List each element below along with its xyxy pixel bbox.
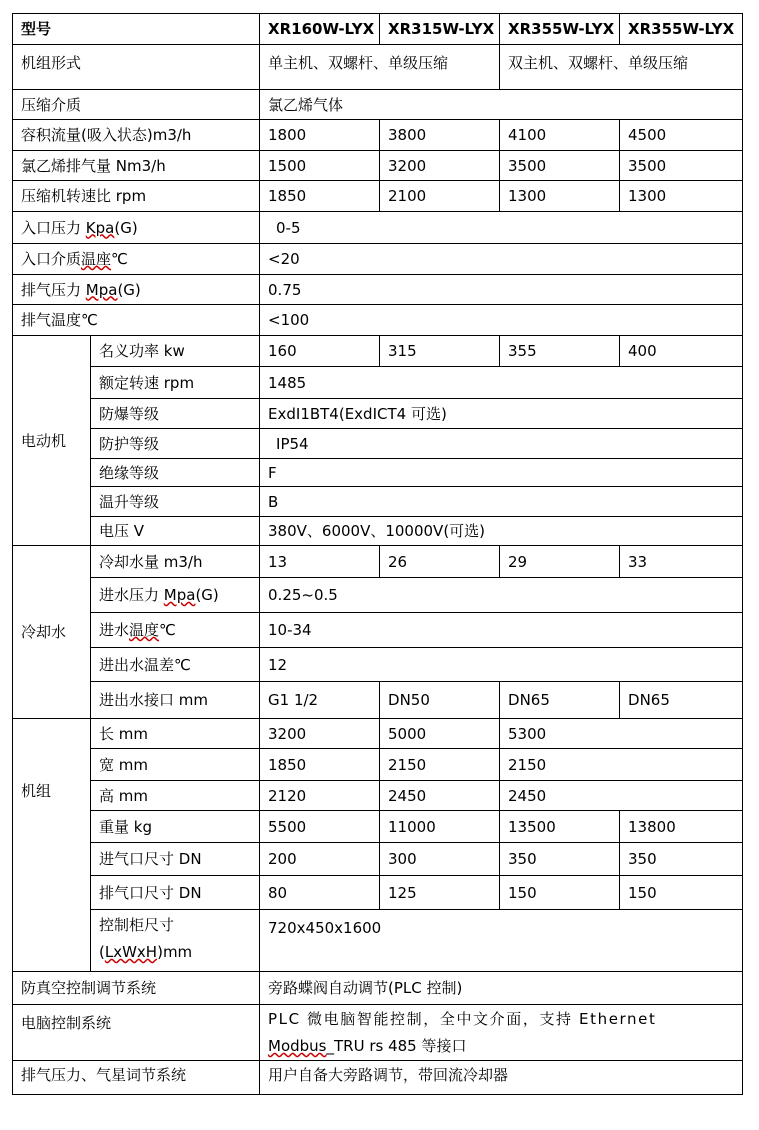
- row-label: 压缩机转速比 rpm: [13, 181, 260, 212]
- table-row: [13, 305, 743, 336]
- table-row: [13, 459, 743, 487]
- cell: 29: [500, 546, 620, 578]
- cell: G1 1/2: [260, 682, 380, 719]
- cell: 氯乙烯气体: [260, 90, 743, 120]
- row-label: 排气口尺寸 DN: [91, 876, 260, 910]
- row-label: 电压 V: [91, 517, 260, 546]
- cell: 2150: [380, 749, 500, 781]
- row-label: 入口压力 Kpa(G): [13, 212, 260, 244]
- cell: DN50: [380, 682, 500, 719]
- cell: 0.75: [260, 275, 743, 305]
- table-row: [13, 120, 743, 151]
- row-label: 排气温度℃: [13, 305, 260, 336]
- row-label: 进水压力 Mpa(G): [91, 578, 260, 613]
- cell: <100: [260, 305, 743, 336]
- cell: 720x450x1600: [260, 910, 743, 972]
- spec-table: [12, 13, 743, 1095]
- cell: 旁路蝶阀自动调节(PLC 控制): [260, 972, 743, 1005]
- row-label: 机组形式: [13, 45, 260, 90]
- cell: IP54: [260, 429, 743, 459]
- row-label: 宽 mm: [91, 749, 260, 781]
- cell: 12: [260, 648, 743, 682]
- row-label: 排气压力、气星词节系统: [13, 1061, 260, 1095]
- row-label: 温升等级: [91, 487, 260, 517]
- cell: 13500: [500, 811, 620, 843]
- cell: 355: [500, 336, 620, 367]
- row-label: 防护等级: [91, 429, 260, 459]
- model-col-3: XR355W-LYX: [500, 14, 620, 45]
- table-row: [13, 336, 743, 367]
- group-label-motor: 电动机: [13, 336, 91, 546]
- cell: 350: [500, 843, 620, 876]
- cell: 5000: [380, 719, 500, 749]
- cell: DN65: [620, 682, 743, 719]
- group-label-unit: 机组: [13, 719, 91, 972]
- cell: F: [260, 459, 743, 487]
- table-row: [13, 876, 743, 910]
- cell: 350: [620, 843, 743, 876]
- cell: 315: [380, 336, 500, 367]
- table-row: [13, 578, 743, 613]
- table-row: [13, 181, 743, 212]
- table-row: [13, 275, 743, 305]
- row-label: 进气口尺寸 DN: [91, 843, 260, 876]
- cell: 150: [620, 876, 743, 910]
- cell: 用户自备大旁路调节，带回流冷却器: [260, 1061, 743, 1095]
- row-label: 冷却水量 m3/h: [91, 546, 260, 578]
- row-label: 排气压力 Mpa(G): [13, 275, 260, 305]
- table-row: [13, 1061, 743, 1095]
- row-label: 绝缘等级: [91, 459, 260, 487]
- cell: 3800: [380, 120, 500, 151]
- table-row: [13, 719, 743, 749]
- cell: 1485: [260, 367, 743, 399]
- table-row: [13, 151, 743, 181]
- table-row: [13, 811, 743, 843]
- cell: 1500: [260, 151, 380, 181]
- cell: DN65: [500, 682, 620, 719]
- row-label: 防爆等级: [91, 399, 260, 429]
- table-row: [13, 1005, 743, 1061]
- cell: 200: [260, 843, 380, 876]
- cell: B: [260, 487, 743, 517]
- row-label: 压缩介质: [13, 90, 260, 120]
- row-label: 入口介质温座℃: [13, 244, 260, 275]
- model-col-2: XR315W-LYX: [380, 14, 500, 45]
- cell: 1300: [500, 181, 620, 212]
- cell: 0-5: [260, 212, 743, 244]
- table-row: [13, 399, 743, 429]
- cell: 3500: [620, 151, 743, 181]
- table-row: [13, 648, 743, 682]
- cell: 0.25~0.5: [260, 578, 743, 613]
- row-label: 进出水接口 mm: [91, 682, 260, 719]
- header-row: [13, 14, 743, 45]
- cell: 2100: [380, 181, 500, 212]
- table-row: [13, 613, 743, 648]
- table-row: [13, 682, 743, 719]
- row-label: 氯乙烯排气量 Nm3/h: [13, 151, 260, 181]
- row-label: 电脑控制系统: [13, 1005, 260, 1061]
- model-col-4: XR355W-LYX: [620, 14, 743, 45]
- cell: 4100: [500, 120, 620, 151]
- row-label: 额定转速 rpm: [91, 367, 260, 399]
- cell: 80: [260, 876, 380, 910]
- cell: 2150: [500, 749, 743, 781]
- cell: 26: [380, 546, 500, 578]
- cell: 1850: [260, 181, 380, 212]
- row-label: 防真空控制调节系统: [13, 972, 260, 1005]
- row-label: 名义功率 kw: [91, 336, 260, 367]
- cell: 33: [620, 546, 743, 578]
- table-row: [13, 244, 743, 275]
- cell: 400: [620, 336, 743, 367]
- cell: 4500: [620, 120, 743, 151]
- cell: 300: [380, 843, 500, 876]
- model-header: 型号: [13, 14, 260, 45]
- table-row: [13, 90, 743, 120]
- cell: 13800: [620, 811, 743, 843]
- cell: 125: [380, 876, 500, 910]
- table-row: [13, 212, 743, 244]
- cell: 11000: [380, 811, 500, 843]
- row-label: 长 mm: [91, 719, 260, 749]
- table-row: [13, 487, 743, 517]
- cell: 2450: [500, 781, 743, 811]
- cell: <20: [260, 244, 743, 275]
- cell: 1800: [260, 120, 380, 151]
- table-row: [13, 45, 743, 90]
- table-row: [13, 910, 743, 972]
- row-label: 容积流量(吸入状态)m3/h: [13, 120, 260, 151]
- table-row: [13, 546, 743, 578]
- cell: ExdI1BT4(ExdICT4 可选): [260, 399, 743, 429]
- cell: 160: [260, 336, 380, 367]
- cell: 5300: [500, 719, 743, 749]
- cell: 2450: [380, 781, 500, 811]
- table-row: [13, 749, 743, 781]
- cell: 150: [500, 876, 620, 910]
- cell: 10-34: [260, 613, 743, 648]
- row-label: 重量 kg: [91, 811, 260, 843]
- cell: 3500: [500, 151, 620, 181]
- row-label: 控制柜尺寸 (LxWxH)mm: [91, 910, 260, 972]
- cell: 1850: [260, 749, 380, 781]
- table-row: [13, 429, 743, 459]
- cell: 3200: [260, 719, 380, 749]
- cell: 双主机、双螺杆、单级压缩: [500, 45, 743, 90]
- cell: 3200: [380, 151, 500, 181]
- group-label-cooling: 冷却水: [13, 546, 91, 719]
- row-label: 高 mm: [91, 781, 260, 811]
- cell: 380V、6000V、10000V(可选): [260, 517, 743, 546]
- table-row: [13, 367, 743, 399]
- cell: 1300: [620, 181, 743, 212]
- cell: 13: [260, 546, 380, 578]
- cell: 单主机、双螺杆、单级压缩: [260, 45, 500, 90]
- table-row: [13, 781, 743, 811]
- model-col-1: XR160W-LYX: [260, 14, 380, 45]
- table-row: [13, 843, 743, 876]
- table-row: [13, 972, 743, 1005]
- cell: 5500: [260, 811, 380, 843]
- cell: PLC 微电脑智能控制，全中文介面，支持 Ethernet Modbus_TRU rs 485 等接口: [260, 1005, 743, 1061]
- row-label: 进出水温差℃: [91, 648, 260, 682]
- cell: 2120: [260, 781, 380, 811]
- table-row: [13, 517, 743, 546]
- row-label: 进水温度℃: [91, 613, 260, 648]
